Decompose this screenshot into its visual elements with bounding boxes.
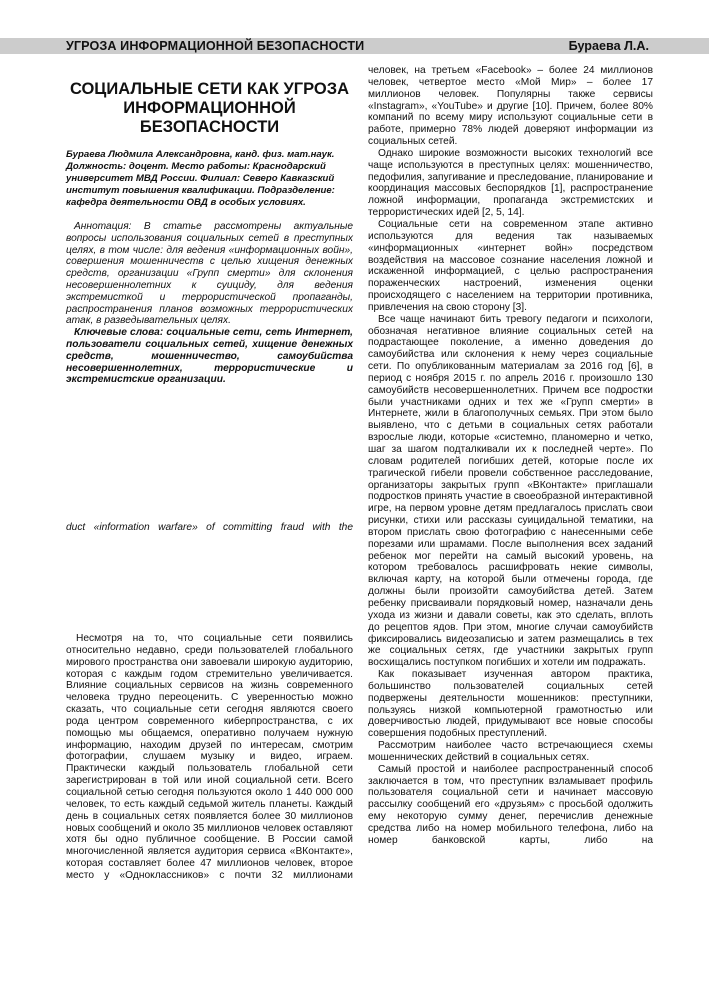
body-paragraph: Социальные сети на современном этапе активно используются для ведения так называемых «информационных «интернет войн» посредством воздействия на массовое сознание населения ложной и искаженной информацией, с целью распространения пораженческих настроений, изменения оценки происходящего с населением на территории противника, привлечения на свою сторону [3]. [368, 218, 653, 313]
article-title: СОЦИАЛЬНЫЕ СЕТИ КАК УГРОЗА ИНФОРМАЦИОННОЙ БЕЗОПАСНОСТИ [69, 80, 350, 136]
running-author: Бураева Л.А. [568, 39, 649, 53]
body-paragraph: человек, на третьем «Facebook» – более 24 миллионов человек, четвертое место «Мой Мир» – более 17 миллионов человек. Популярны также сервисы «Instagram», «YouTube» и другие [10]. Причем, более 80% компаний по всему миру используют социальные сети в работе, примерно 78% людей доверяют информации из социальных сетей. [368, 65, 653, 148]
left-column-front-matter [66, 80, 353, 386]
author-affiliation: Бураева Людмила Александровна, канд. физ. мат.наук. Должность: доцент. Место работы: Краснодарский университет МВД России. Филиал: Северо Кавказский институт повышения квалификации. Подразделение: кафедра деятельности ОВД в особых условиях. [66, 149, 335, 208]
body-paragraph: Однако широкие возможности высоких технологий все чаще используются в преступных целях: мошенничество, педофилия, запугивание и преследование, планирование и координация массовых беспорядков [1], распространение ложной информации, пропаганда экстремистских и террористических идей [2, 5, 14]. [368, 147, 653, 219]
left-column-body [66, 633, 353, 882]
running-title: УГРОЗА ИНФОРМАЦИОННОЙ БЕЗОПАСНОСТИ [66, 39, 365, 53]
body-paragraph: Рассмотрим наиболее часто встречающиеся схемы мошеннических действий в социальных сетях. [368, 740, 653, 763]
body-paragraph: Все чаще начинают бить тревогу педагоги и психологи, обозначая негативное влияние социальных сетей на подрастающее поколение, а именно доведения до самоубийства или склонения к нему через социальные сети. По опубликованным материалам за 2016 год [6], в период с ноября 2015 г. по апрель 2016 г. произошло 130 самоубийств несовершеннолетних. Причем все подростки были участниками одних и тех же «Групп смерти» в Интернете, жили в благополучных семьях. При этом было выявлено, что с детьми в социальных сетях работали взрослые люди, которые «системно, планомерно и четко, шаг за шагом подталкивали их к последней черте». По словам родителей погибших детей, которые после их трагической гибели провели собственное расследование, организаторы закрытых групп «ВКонтакте» приглашали подростков принять участие в своеобразной интерактивной игре, на первом уровне детям предлагалось прислать свои рисунки, стихи или рассказы суицидальной тематики, на втором прислать свою фотографию с нанесенными себе порезами или шрамами. После выполнения всех заданий ребенок мог перейти на самый высокий уровень, на котором требовалось расшифровать некие символы, включая карту, на которой были отмечены города, где должны были произойти самоубийства детей. Затем ребенку присваивали порядковый номер, назначали день ухода из жизни и давали советы, как это сделать, вплоть до рецептов ядов. При этом, многие случаи самоубийств фиксировались видеозаписью и затем размещались в тех же социальных сетях, где участники закрытых групп восхищались поступком погибших и хотели им подражать. [368, 313, 653, 669]
keywords: Ключевые слова: социальные сети, сеть Интернет, пользователи социальных сетей, хищение денежных средств, мошенничество, самоубийства несовершеннолетних, террористические и экстремистские организации. [66, 327, 353, 386]
abstract: Аннотация: В статье рассмотрены актуальные вопросы использования социальных сетей в преступных целях, в том числе: для ведения «информационных войн», совершения мошенничеств с целью хищения денежных средств, организации «Групп смерти» для склонения несовершеннолетних к суициду, для ведения экстремисткой и террористической пропаганды, распространения планов возможных террористических атак, в разведывательных целях. [66, 221, 353, 327]
english-abstract-fragment: duct «information warfare» of committing fraud with the [66, 522, 353, 533]
body-paragraph: Самый простой и наиболее распространенный способ заключается в том, что преступник взламывает профиль пользователя социальной сети и начинает массовую рассылку сообщений его «друзьям» с просьбой одолжить ему некоторую сумму денег, перечислив денежные средства либо на номер мобильного телефона, либо на номер банковской карты, либо на [368, 763, 653, 846]
body-paragraph: Как показывает изученная автором практика, большинство пользователей социальных сетей подвержены деятельности мошенников: преступники, пользуясь низкой компьютерной грамотностью или доверчивостью людей, придумывают все новые способы совершения подобных преступлений. [368, 669, 653, 740]
body-paragraph: Несмотря на то, что социальные сети появились относительно недавно, среди пользователей глобального мирового пространства они завоевали широкую аудиторию, которая с каждым годом стремительно увеличивается. Влияние социальных сервисов на жизнь современного человека трудно переоценить. С уверенностью можно сказать, что социальные сети сегодня являются своего рода центром современного киберпространства, с их помощью мы общаемся, оперативно получаем нужную информацию, находим друзей по интересам, смотрим фотографии, слушаем музыку и видео, играем. Практически каждый пользователь глобальной сети зарегистрирован в той или иной социальной сети. Всего социальной сетью сегодня пользуются около 1 440 000 000 человек, то есть каждый седьмой житель планеты. Каждый день в социальных сетях появляется более 30 миллионов новых сообщений и около 35 миллионов человек оставляют хотя бы одно публичное сообщение. В России самой многочисленной является аудитория сервиса «ВКонтакте», которая составляет более 47 миллионов человек, второе место у «Одноклассников» с почти 32 миллионами [66, 633, 353, 881]
right-column-body [368, 65, 653, 847]
